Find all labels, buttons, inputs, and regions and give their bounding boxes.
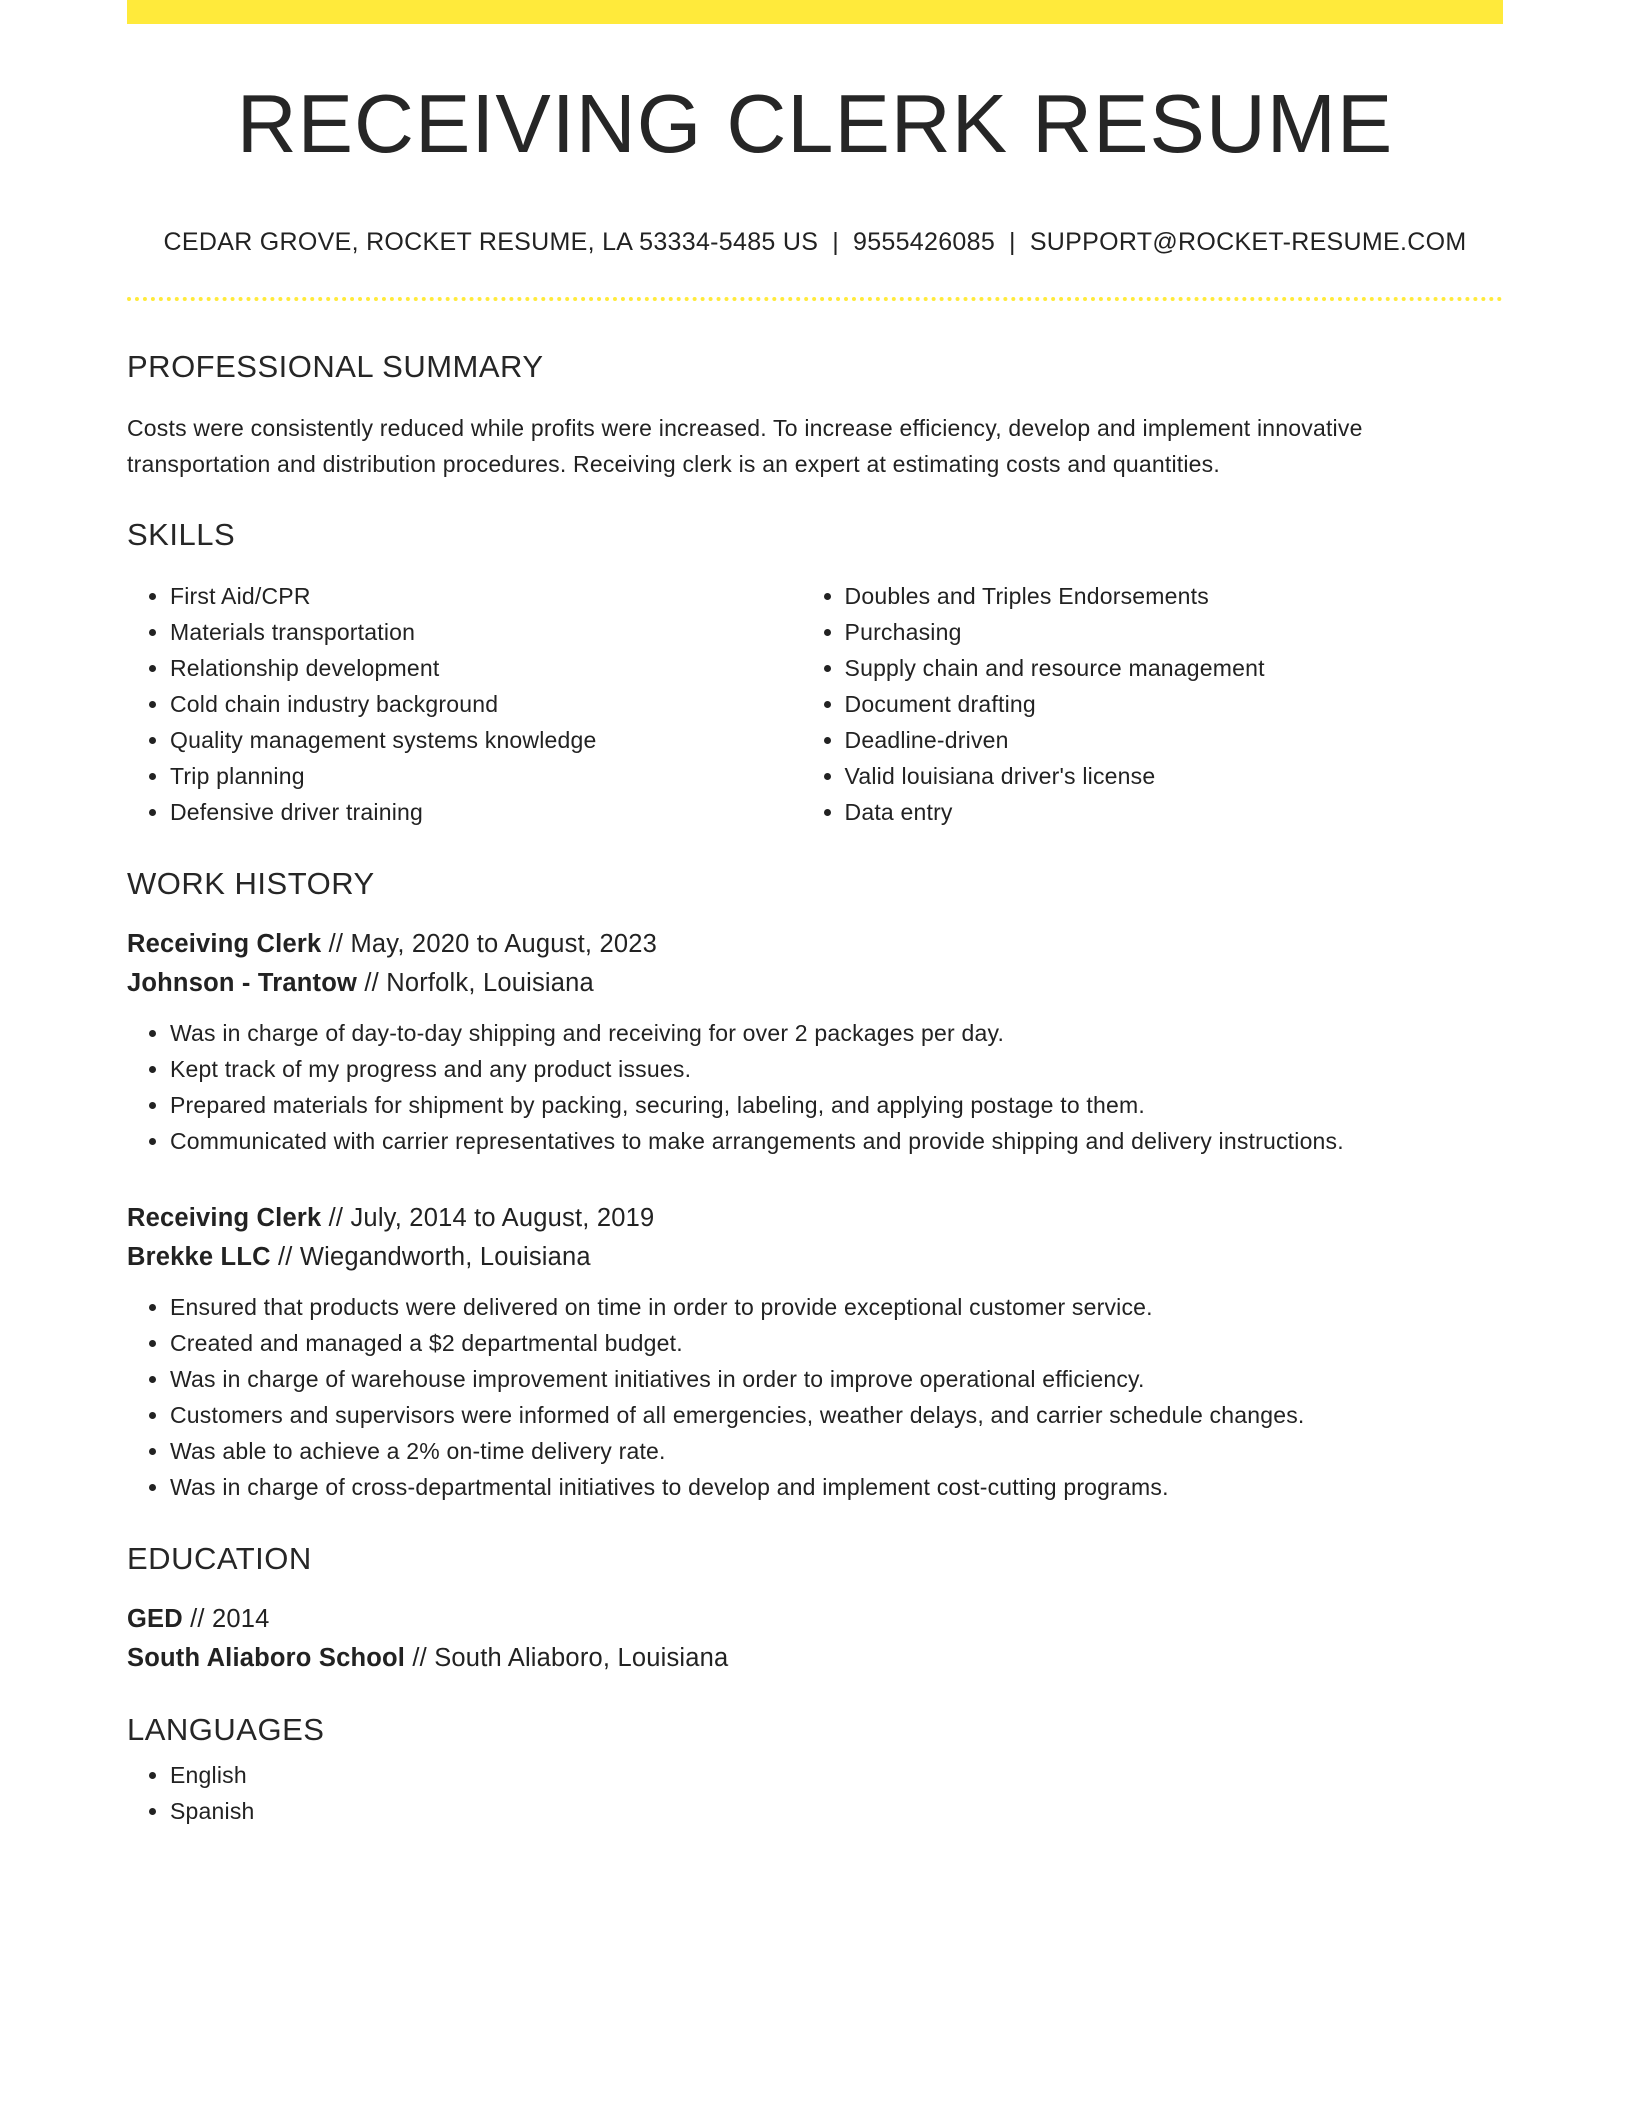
skill-item: • Materials transportation (170, 614, 802, 650)
job-title-line (127, 1199, 1503, 1238)
job-company-line (127, 1238, 1503, 1277)
job-dates: // May, 2020 to August, 2023 (321, 929, 657, 958)
job-dates: // July, 2014 to August, 2019 (321, 1203, 655, 1232)
resume-page (127, 0, 1503, 1829)
education-heading: EDUCATION (127, 1540, 312, 1576)
job-bullet: • Was able to achieve a 2% on-time delivery rate. (170, 1433, 1503, 1469)
job-bullet: • Kept track of my progress and any product issues. (170, 1051, 1503, 1087)
job-entry (127, 925, 1503, 1159)
job-bullet: • Prepared materials for shipment by packing, securing, labeling, and applying postage to them. (170, 1087, 1503, 1123)
work-history-heading: WORK HISTORY (127, 865, 375, 901)
languages-list (127, 1757, 1503, 1829)
skills-columns (127, 578, 1503, 830)
job-bullet: • Created and managed a $2 departmental budget. (170, 1325, 1503, 1361)
job-bullets (127, 1015, 1503, 1159)
job-title: Receiving Clerk (127, 1203, 322, 1232)
top-accent-bar (127, 0, 1503, 24)
education-degree-line (127, 1600, 1503, 1639)
skill-item: • Relationship development (170, 650, 802, 686)
skill-item: • Trip planning (170, 758, 802, 794)
contact-email: SUPPORT@ROCKET-RESUME.COM (1029, 228, 1467, 256)
languages-heading: LANGUAGES (127, 1711, 325, 1747)
education-entry (127, 1600, 1503, 1678)
job-bullet: • Was in charge of warehouse improvement initiatives in order to improve operational efficiency. (170, 1361, 1503, 1397)
job-title-line (127, 925, 1503, 964)
language-item: • Spanish (170, 1793, 1503, 1829)
education-school-line (127, 1639, 1503, 1678)
contact-phone: 9555426085 (852, 228, 996, 256)
job-company-line (127, 964, 1503, 1003)
contact-separator: | (1009, 228, 1016, 256)
skill-item: • Doubles and Triples Endorsements (845, 578, 1503, 614)
dotted-divider (127, 297, 1503, 301)
skills-right-list (802, 578, 1503, 830)
skills-left-list (127, 578, 802, 830)
job-company: Brekke LLC (127, 1242, 271, 1271)
job-entry (127, 1199, 1503, 1505)
skills-heading: SKILLS (127, 516, 236, 552)
job-bullet: • Ensured that products were delivered on time in order to provide exceptional customer service. (170, 1289, 1503, 1325)
skill-item: • Deadline-driven (845, 722, 1503, 758)
skill-item: • Quality management systems knowledge (170, 722, 802, 758)
skill-item: • Data entry (845, 794, 1503, 830)
job-bullet: • Communicated with carrier representatives to make arrangements and provide shipping and delivery instructions. (170, 1123, 1503, 1159)
education-year: // 2014 (182, 1604, 270, 1633)
education-school: South Aliaboro School (127, 1643, 406, 1672)
job-company: Johnson - Trantow (127, 968, 358, 997)
education-degree: GED (127, 1604, 183, 1633)
job-title: Receiving Clerk (127, 929, 322, 958)
job-bullet: • Was in charge of day-to-day shipping and receiving for over 2 packages per day. (170, 1015, 1503, 1051)
job-bullet: • Was in charge of cross-departmental initiatives to develop and implement cost-cutting programs. (170, 1469, 1503, 1505)
skill-item: • Document drafting (845, 686, 1503, 722)
job-location: // Wiegandworth, Louisiana (270, 1242, 591, 1271)
skill-item: • Supply chain and resource management (845, 650, 1503, 686)
education-location: // South Aliaboro, Louisiana (405, 1643, 729, 1672)
skill-item: • Cold chain industry background (170, 686, 802, 722)
language-item: • English (170, 1757, 1503, 1793)
skill-item: • Purchasing (845, 614, 1503, 650)
skill-item: • Defensive driver training (170, 794, 802, 830)
contact-separator: | (832, 228, 839, 256)
skill-item: • Valid louisiana driver's license (845, 758, 1503, 794)
contact-line (127, 229, 1503, 257)
summary-text: Costs were consistently reduced while profits were increased. To increase efficiency, develop and implement innovative transportation and distribution procedures. Receiving clerk is an expert at estimating costs and quantities. (127, 414, 1363, 477)
job-bullets (127, 1289, 1503, 1505)
skill-item: • First Aid/CPR (170, 578, 802, 614)
summary-heading: PROFESSIONAL SUMMARY (127, 348, 544, 384)
contact-address: CEDAR GROVE, ROCKET RESUME, LA 53334-5485 US (163, 228, 819, 256)
job-location: // Norfolk, Louisiana (357, 968, 594, 997)
job-bullet: • Customers and supervisors were informed of all emergencies, weather delays, and carrier schedule changes. (170, 1397, 1503, 1433)
resume-title: RECEIVING CLERK RESUME (236, 77, 1394, 170)
